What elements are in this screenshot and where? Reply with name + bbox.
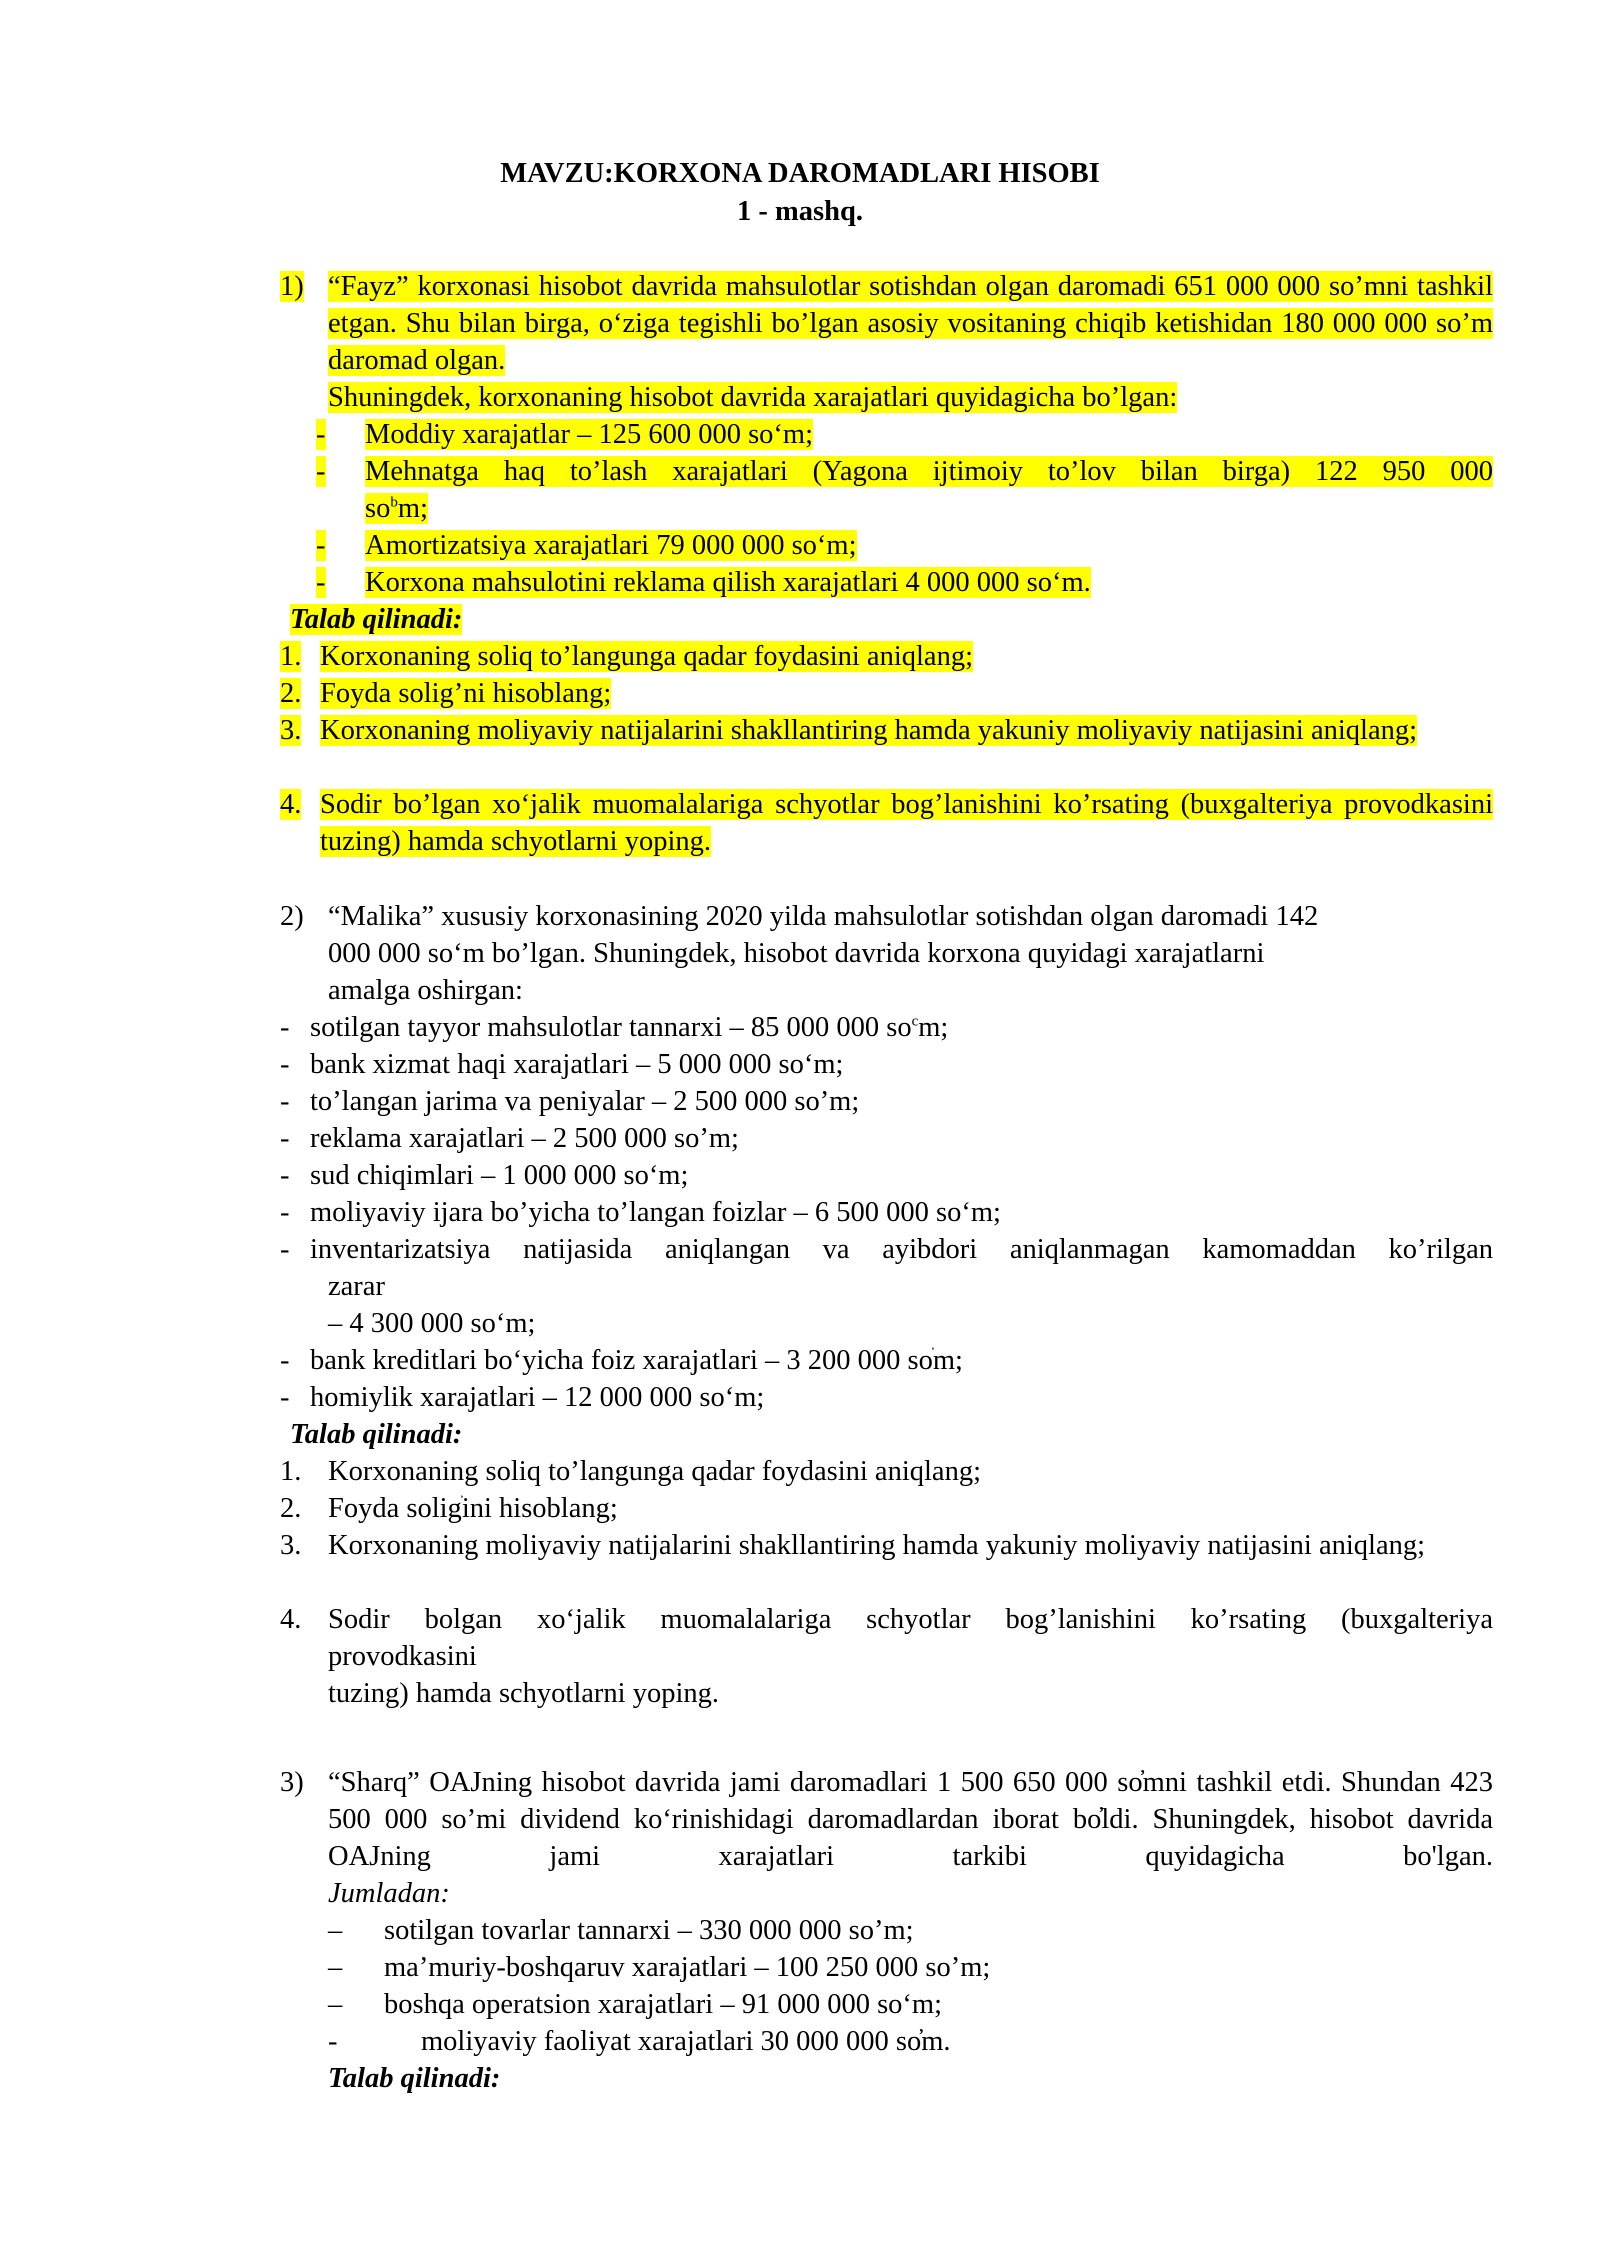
list-dash: - xyxy=(280,1160,290,1191)
list-dash: – xyxy=(328,1915,343,1946)
exercise-3-expense-item: sotilgan tovarlar tannarxi – 330 000 000 so’m; xyxy=(384,1915,914,1946)
exercise-2-expense-item: reklama xarajatlari – 2 500 000 so’m; xyxy=(310,1123,739,1154)
list-dash: - xyxy=(280,1234,290,1265)
exercise-3-jumladan: Jumladan: xyxy=(328,1878,450,1909)
exercise-3-expense-item: moliyaviy faoliyat xarajatlari 30 000 000 so̓m. xyxy=(421,2026,951,2057)
exercise-2-expense-item: sud chiqimlari – 1 000 000 so‘m; xyxy=(310,1160,689,1191)
exercise-2-text-line: 000 000 so‘m bo’lgan. Shuningdek, hisobot davrida korxona quyidagi xarajatlarni xyxy=(328,938,1265,969)
exercise-1-task: Sodir bo’lgan xo‘jalik muomalalariga schyotlar bog’lanishini ko’rsating (buxgalteriya provodkasini tuzing) hamda schyotlarni yoping. xyxy=(320,789,1493,857)
exercise-3-requirement-heading: Talab qilinadi: xyxy=(328,2063,501,2094)
task-number: 2. xyxy=(280,678,302,709)
exercise-1-expense-item-continuation: $so^bm$; xyxy=(365,493,428,524)
page-subtitle: 1 - mashq. xyxy=(737,196,863,227)
task-number: 2. xyxy=(280,1493,302,1524)
exercise-1-expense-item: Amortizatsiya xarajatlari 79 000 000 so‘m; xyxy=(365,530,857,561)
exercise-1-expense-item: Moddiy xarajatlar – 125 600 000 so‘m; xyxy=(365,419,814,450)
exercise-2-task-continuation: provodkasini xyxy=(328,1641,477,1672)
list-dash: - xyxy=(280,1012,290,1043)
exercise-1-paragraph: “Fayz” korxonasi hisobot davrida mahsulotlar sotishdan olgan daromadi 651 000 000 so’mni tashkil etgan. Shu bilan birga, o‘ziga tegishli bo’lgan asosiy vositaning chiqib ketishidan 180 000 000 so’m daromad olgan. xyxy=(328,271,1493,376)
exercise-1-task: Korxonaning soliq to’langunga qadar foydasini aniqlang; xyxy=(320,641,973,672)
exercise-1-expense-item: Mehnatga haq to’lash xarajatlari (Yagona ijtimoiy to’lov bilan birga) 122 950 000 xyxy=(365,456,1493,487)
task-number: 4. xyxy=(280,1604,302,1635)
exercise-2-expense-item-continuation: – 4 300 000 so‘m; xyxy=(328,1308,536,1339)
task-number: 1. xyxy=(280,1456,302,1487)
exercise-2-task: Korxonaning soliq to’langunga qadar foydasini aniqlang; xyxy=(328,1456,981,1487)
list-dash: - xyxy=(316,567,326,598)
exercise-3-expense-item: boshqa operatsion xarajatlari – 91 000 000 so‘m; xyxy=(384,1989,943,2020)
exercise-3-expense-item: ma’muriy-boshqaruv xarajatlari – 100 250 000 so’m; xyxy=(384,1952,991,1983)
list-dash: - xyxy=(280,1382,290,1413)
exercise-2-expense-item: sotilgan tayyor mahsulotlar tannarxi – 85 000 000 $so^cm$; xyxy=(310,1012,949,1043)
exercise-2-number: 2) xyxy=(280,901,304,932)
list-dash: - xyxy=(328,2026,338,2057)
exercise-2-requirement-heading: Talab qilinadi: xyxy=(290,1419,463,1450)
task-number: 3. xyxy=(280,715,302,746)
exercise-2-expense-item: to’langan jarima va peniyalar – 2 500 000 so’m; xyxy=(310,1086,860,1117)
list-dash: - xyxy=(280,1345,290,1376)
exercise-2-expense-item: moliyaviy ijara bo’yicha to’langan foizlar – 6 500 000 so‘m; xyxy=(310,1197,1001,1228)
task-number: 3. xyxy=(280,1530,302,1561)
exercise-1-task: Foyda solig’ni hisoblang; xyxy=(320,678,612,709)
exercise-1-intro: Shuningdek, korxonaning hisobot davrida xarajatlari quyidagicha bo’lgan: xyxy=(328,382,1178,413)
exercise-2-expense-item: inventarizatsiya natijasida aniqlangan va ayibdori aniqlanmagan kamomaddan ko’rilgan xyxy=(310,1234,1493,1265)
list-dash: - xyxy=(280,1197,290,1228)
exercise-2-expense-item: homiylik xarajatlari – 12 000 000 so‘m; xyxy=(310,1382,765,1413)
exercise-1-number: 1) xyxy=(280,271,304,302)
task-number: 1. xyxy=(280,641,302,672)
exercise-1-task: Korxonaning moliyaviy natijalarini shakllantiring hamda yakuniy moliyaviy natijasini aniqlang; xyxy=(320,715,1418,746)
exercise-2-text-line: “Malika” xususiy korxonasining 2020 yilda mahsulotlar sotishdan olgan daromadi 142 xyxy=(328,901,1319,932)
exercise-2-expense-item: bank kreditlari bo‘yicha foiz xarajatlari – 3 200 000 som; xyxy=(310,1345,963,1376)
list-dash: - xyxy=(316,530,326,561)
page-title: MAVZU:KORXONA DAROMADLARI HISOBI xyxy=(500,158,1100,189)
exercise-2-task-continuation: tuzing) hamda schyotlarni yoping. xyxy=(328,1678,719,1709)
list-dash: – xyxy=(328,1989,343,2020)
exercise-2-task: Foyda soligini hisoblang; xyxy=(328,1493,618,1524)
list-dash: - xyxy=(316,419,326,450)
list-dash: – xyxy=(328,1952,343,1983)
list-dash: - xyxy=(280,1049,290,1080)
exercise-2-expense-item-continuation: zarar xyxy=(328,1271,385,1302)
exercise-1-expense-item: Korxona mahsulotini reklama qilish xarajatlari 4 000 000 so‘m. xyxy=(365,567,1091,598)
exercise-2-text-line: amalga oshirgan: xyxy=(328,975,523,1006)
exercise-2-expense-item: bank xizmat haqi xarajatlari – 5 000 000 so‘m; xyxy=(310,1049,844,1080)
exercise-2-task: Korxonaning moliyaviy natijalarini shakllantiring hamda yakuniy moliyaviy natijasini aniqlang; xyxy=(328,1530,1426,1561)
task-number: 4. xyxy=(280,789,302,820)
list-dash: - xyxy=(280,1123,290,1154)
exercise-1-requirement-heading: Talab qilinadi: xyxy=(290,604,463,635)
exercise-3-number: 3) xyxy=(280,1767,304,1798)
exercise-2-task: Sodir bolgan xo‘jalik muomalalariga schyotlar bog’lanishini ko’rsating (buxgalteriya xyxy=(328,1604,1493,1635)
list-dash: - xyxy=(280,1086,290,1117)
exercise-3-paragraph: “Sharq” OAJning hisobot davrida jami daromadlari 1 500 650 000 so̓mni tashkil etdi. Shundan 423 500 000 so’mi dividend ko‘rinishidagi daromadlardan iborat bo̓ldi. Shuningdek, hisobot davrida OAJning jami xarajatlari tarkibi quyidagicha bo'lgan. xyxy=(328,1767,1493,1872)
list-dash: - xyxy=(316,456,326,487)
